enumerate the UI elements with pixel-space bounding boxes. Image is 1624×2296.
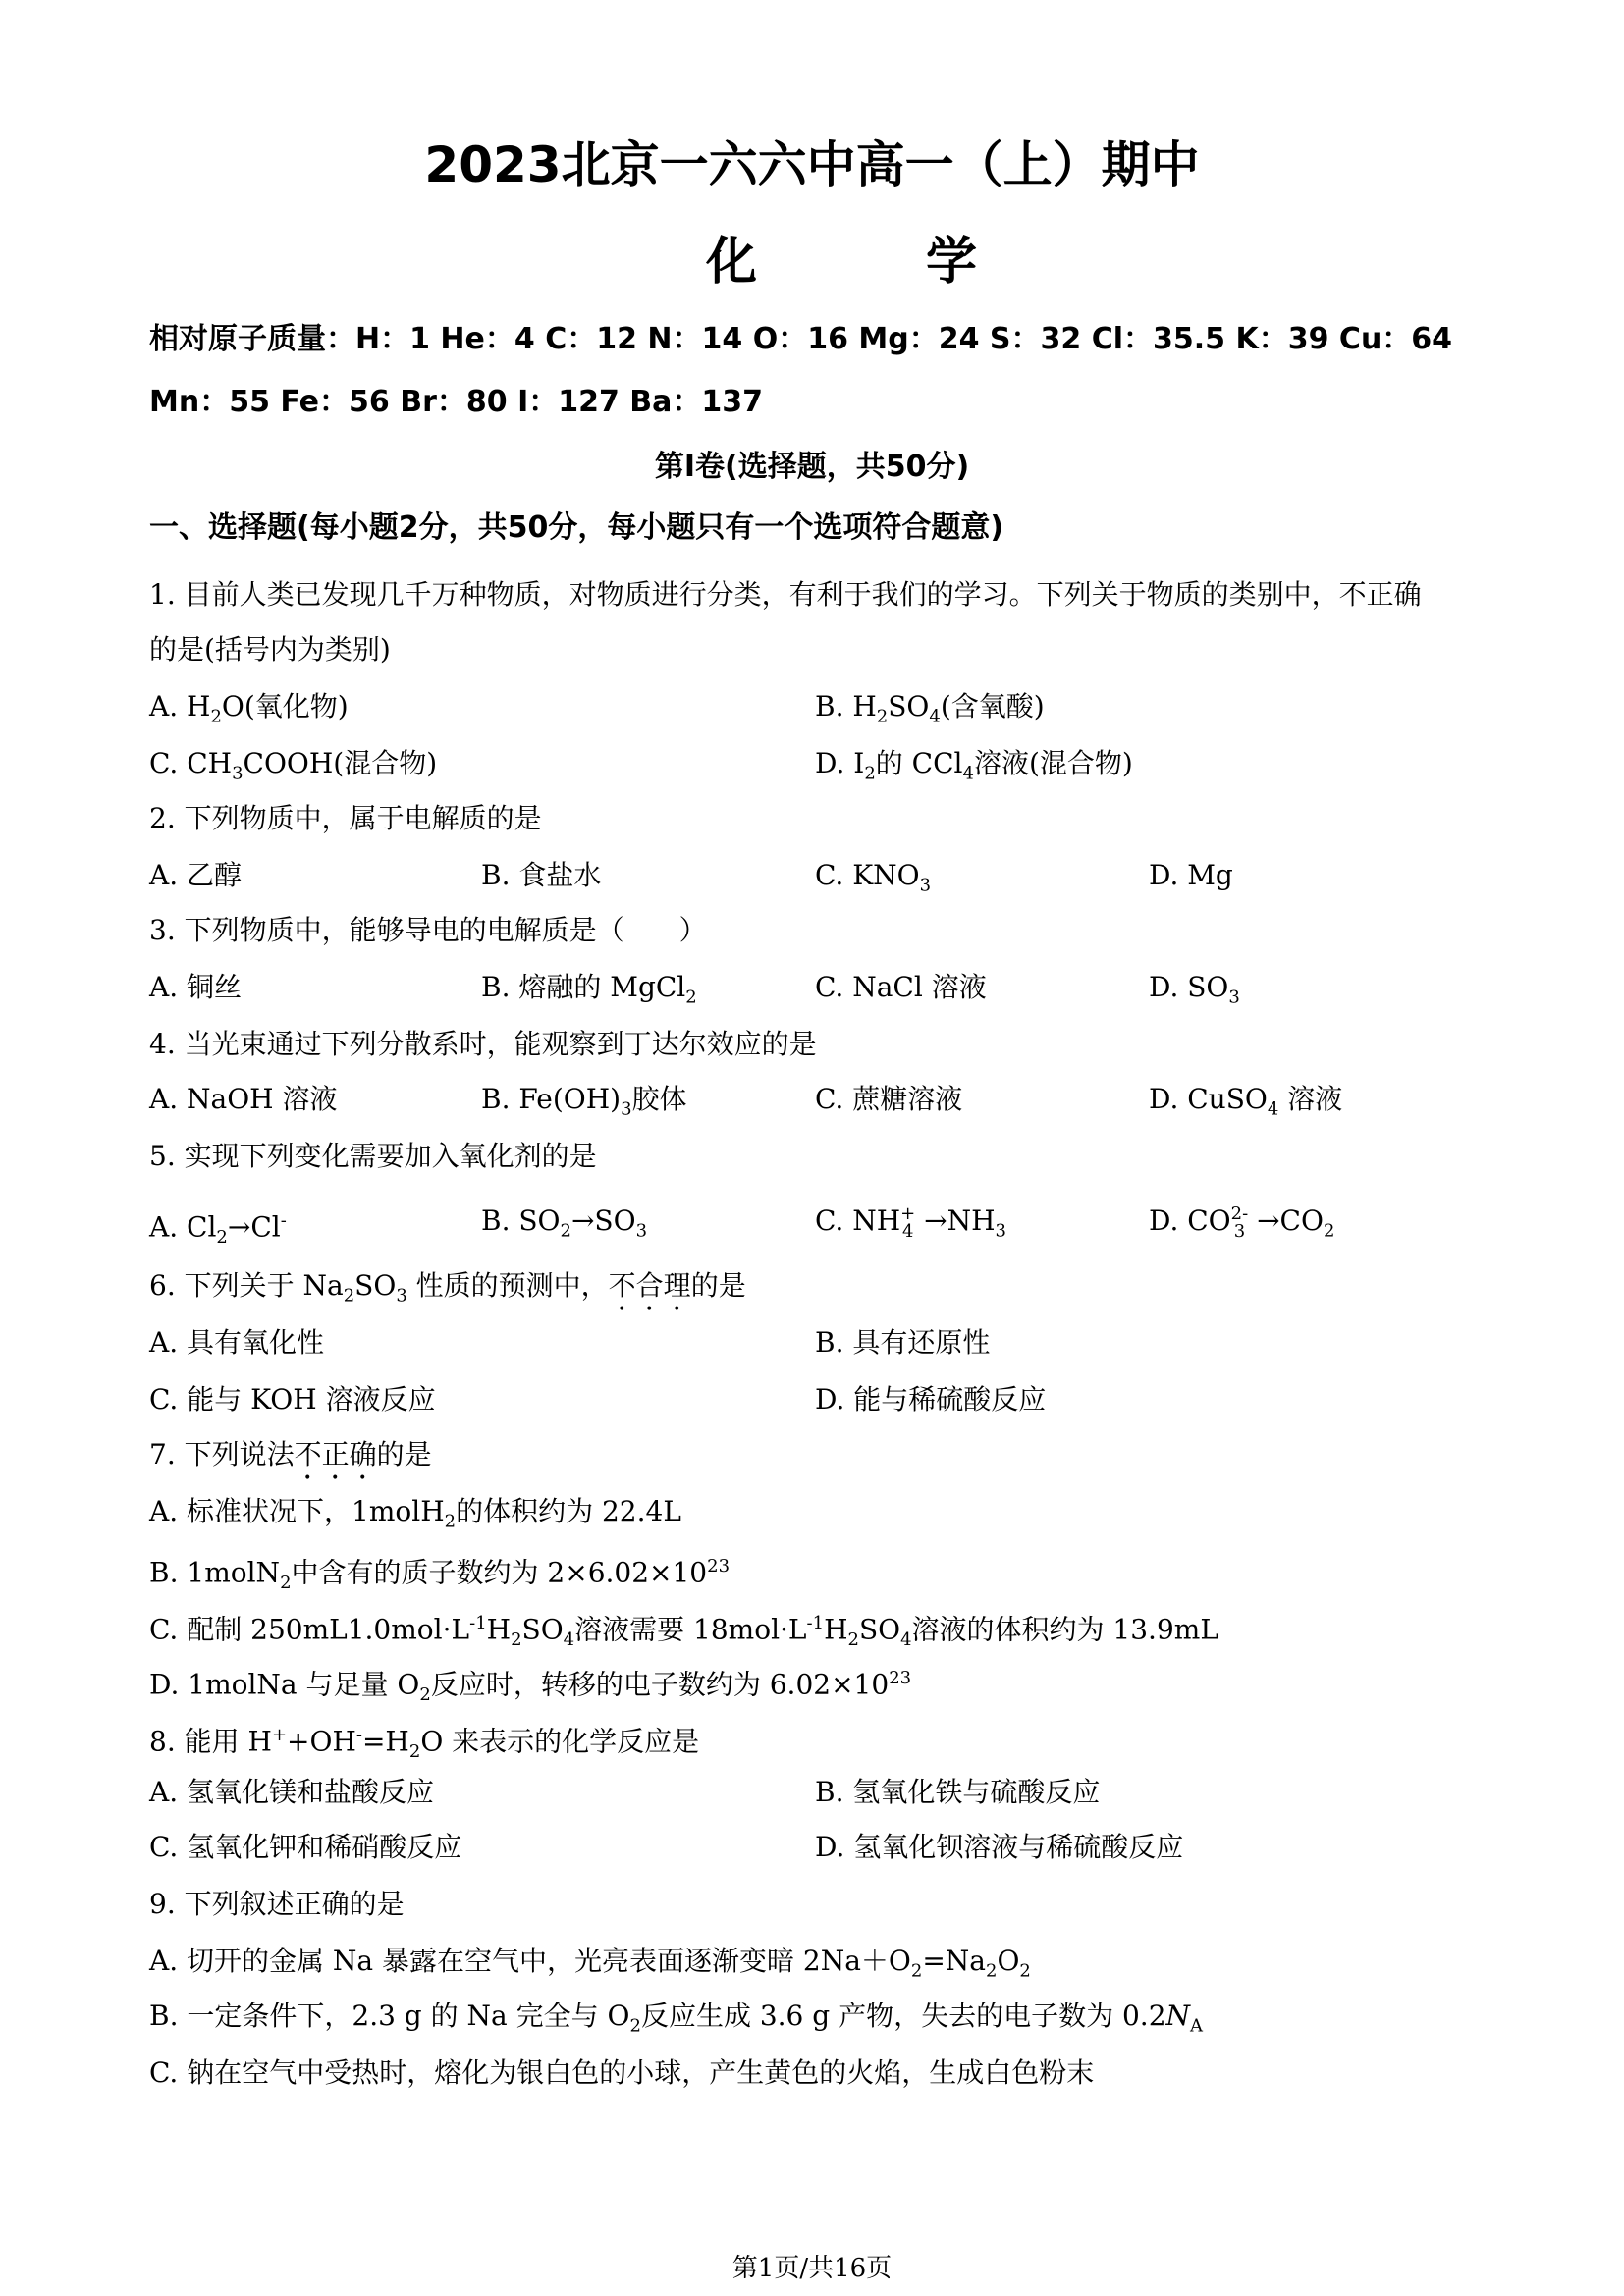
q8-option-b: B. 氢氧化铁与硫酸反应	[815, 1776, 1101, 1808]
q3-option-b: B. 熔融的 MgCl$_2$	[481, 971, 697, 1008]
q2-option-a: A. 乙醇	[149, 859, 243, 891]
q7-option-d: D. 1molNa 与足量 $O_2$反应时，转移的电子数约为 $6.02\times 10^{23}$	[149, 1668, 912, 1705]
exam-title: 2023北京一六六中高一（上）期中	[424, 136, 1200, 193]
page-footer: 第1页/共16页	[731, 2254, 893, 2283]
q1-stem-line-1: 1. 目前人类已发现几千万种物质，对物质进行分类，有利于我们的学习。下列关于物质的类别中，不正确	[149, 578, 1422, 611]
q1-option-d: D. $I_2$的 CCl$_4$溶液(混合物)	[815, 747, 1133, 784]
q3-option-d: D. $SO_3$	[1149, 971, 1240, 1008]
q6-option-a: A. 具有氧化性	[149, 1326, 325, 1359]
q5-option-d: D. CO2- $3 \to CO_2$	[1149, 1202, 1335, 1242]
q6-option-c: C. 能与 KOH 溶液反应	[149, 1383, 436, 1415]
q1-option-a: A. $H_2O$(氧化物)	[149, 690, 349, 727]
q5-option-a: A. $Cl_2\to Cl^-$	[149, 1210, 287, 1248]
q6-option-b: B. 具有还原性	[815, 1326, 991, 1359]
q5-option-b: B. $SO_2\to SO_3$	[481, 1204, 648, 1242]
q4-stem: 4. 当光束通过下列分散系时，能观察到丁达尔效应的是	[149, 1028, 817, 1060]
volume-heading: 第Ⅰ卷(选择题，共50分)	[654, 450, 970, 484]
q1-option-c: C. $CH_3COOH$(混合物)	[149, 747, 438, 784]
q9-stem: 9. 下列叙述正确的是	[149, 1888, 405, 1920]
q3-option-c: C. NaCl 溶液	[815, 971, 987, 1003]
q4-option-d: D. CuSO$_4$ 溶液	[1149, 1083, 1343, 1120]
q1-option-b: B. $H_2SO_4$(含氧酸)	[815, 690, 1045, 727]
q2-option-d: D. Mg	[1149, 859, 1233, 891]
q7-stem: 7. 下列说法不正确的是	[149, 1438, 432, 1470]
q2-stem: 2. 下列物质中，属于电解质的是	[149, 802, 542, 834]
q2-option-b: B. 食盐水	[481, 859, 602, 891]
q4-option-a: A. NaOH 溶液	[149, 1083, 338, 1115]
q1-stem-line-2: 的是(括号内为类别)	[149, 633, 391, 666]
q8-option-a: A. 氢氧化镁和盐酸反应	[149, 1776, 435, 1808]
atomic-mass-line-1: 相对原子质量：H：1 He：4 C：12 N：14 O：16 Mg：24 S：32 Cl：35.5 K：39 Cu：64	[149, 322, 1453, 356]
q5-stem: 5. 实现下列变化需要加入氧化剂的是	[149, 1140, 597, 1172]
q8-stem: 8. 能用 $H^++OH^-=H_2O$ 来表示的化学反应是	[149, 1725, 700, 1762]
q3-option-a: A. 铜丝	[149, 971, 243, 1003]
q9-option-a: A. 切开的金属 Na 暴露在空气中，光亮表面逐渐变暗 $2Na+O_2=Na_2O_2$	[149, 1945, 1031, 1982]
q8-option-c: C. 氢氧化钾和稀硝酸反应	[149, 1831, 462, 1863]
q4-option-c: C. 蔗糖溶液	[815, 1083, 963, 1115]
q7-option-b: B. 1molN$_2$中含有的质子数约为 $2\times 6.02\times 10^{23}$	[149, 1556, 731, 1593]
q7-option-c: C. 配制 $250mL1.0mol\cdot L^{-1}H_2SO_4$溶液需要 $18mol\cdot L^{-1}H_2SO_4$溶液的体积约为 13.9mL	[149, 1613, 1218, 1650]
q6-option-d: D. 能与稀硫酸反应	[815, 1383, 1047, 1415]
q8-option-d: D. 氢氧化钡溶液与稀硫酸反应	[815, 1831, 1184, 1863]
q5-option-c: C. NH+ $4 \to NH_3$	[815, 1202, 1006, 1242]
q7-option-a: A. 标准状况下，1molH$_2$的体积约为 22.4L	[149, 1495, 681, 1532]
q3-stem: 3. 下列物质中，能够导电的电解质是（ ）	[149, 914, 707, 946]
q9-option-c: C. 钠在空气中受热时，熔化为银白色的小球，产生黄色的火焰，生成白色粉末	[149, 2056, 1095, 2089]
q6-stem: 6. 下列关于 $Na_2SO_3$ 性质的预测中，不合理的是	[149, 1269, 746, 1307]
section-heading: 一、选择题(每小题2分，共50分，每小题只有一个选项符合题意)	[149, 510, 1004, 545]
atomic-mass-line-2: Mn：55 Fe：56 Br：80 I：127 Ba：137	[149, 385, 764, 419]
q2-option-c: C. $KNO_3$	[815, 859, 932, 896]
subject-title: 化 学	[705, 233, 1036, 292]
q9-option-b: B. 一定条件下，2.3 g 的 Na 完全与 $O_2$反应生成 3.6 g 产物，失去的电子数为 $0.2N_A$	[149, 2000, 1204, 2037]
q4-option-b: B. $Fe(OH)_3$胶体	[481, 1083, 687, 1120]
